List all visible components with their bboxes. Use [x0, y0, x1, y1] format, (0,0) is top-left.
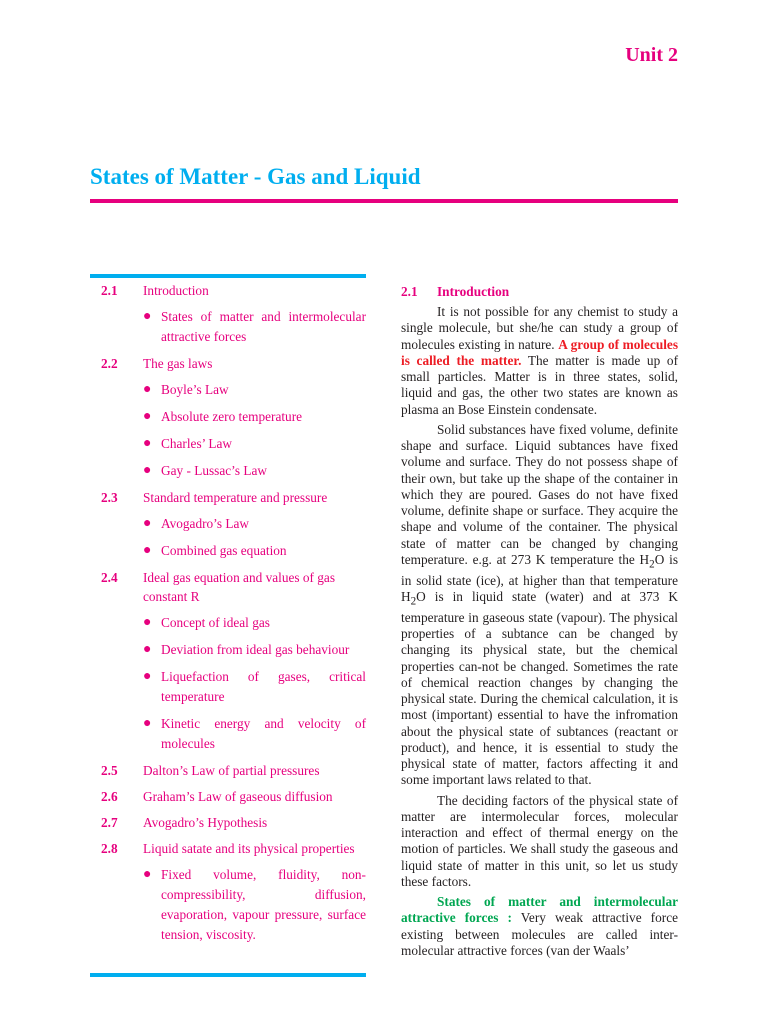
toc-subitem	[143, 514, 366, 534]
table-of-contents	[90, 281, 366, 945]
subscript-2: 2	[649, 558, 655, 571]
paragraph-3: The deciding factors of the physical state of matter are intermolecular forces, molecular interaction and effect of thermal energy on the motion of particles. We shall study the gaseous and liquid state of matter in this unit, so let us study these factors.	[401, 792, 678, 889]
toc-section	[90, 839, 366, 858]
bullet-icon: ●	[143, 382, 152, 397]
toc-subitem	[143, 407, 366, 427]
toc-subitem	[143, 541, 366, 561]
bullet-icon: ●	[143, 615, 152, 630]
subscript-2: 2	[410, 595, 417, 608]
bullet-icon: ●	[143, 516, 152, 531]
toc-section	[90, 761, 366, 780]
toc-section	[90, 488, 366, 507]
matter-definition: A group of molecules is called the matter.	[401, 336, 679, 368]
toc-section-number: 2.6	[101, 789, 118, 804]
toc-subitem-label: Gay - Lussac’s Law	[161, 463, 267, 478]
toc-subitem	[143, 461, 366, 481]
toc-bottom-divider	[90, 973, 366, 977]
toc-subitem	[143, 714, 366, 754]
bullet-icon: ●	[143, 642, 152, 657]
toc-section-label: Dalton’s Law of partial pressures	[143, 763, 320, 778]
toc-section	[90, 787, 366, 806]
toc-subitem-label: Absolute zero temperature	[161, 409, 303, 424]
paragraph-2	[401, 422, 678, 789]
toc-subitem-label: Liquefaction of gases, critical temperature	[161, 669, 366, 704]
bullet-icon: ●	[143, 716, 152, 731]
title-divider	[90, 199, 678, 203]
toc-section-label: The gas laws	[143, 356, 213, 371]
toc-section-label: Avogadro’s Hypothesis	[143, 815, 268, 830]
toc-section-label: Standard temperature and pressure	[143, 490, 328, 505]
section-heading	[401, 283, 678, 300]
paragraph-2-text-c: O is in liquid state (water) and at 373 K temperature in gaseous state (vapour). The physical properties of a subtance can be changed by changing its physical state, but the chemical properties can-not be changed. Sometimes the rate of chemical reaction changes by changing the physical state. During the chemical calculation, it is most (important) essential to have the infromation about the physical state of subtances (reactant or product), and hence, it is essential to study the physical state of matter, factors affecting it and some important laws related to that.	[401, 588, 678, 788]
toc-section-number: 2.8	[101, 841, 118, 856]
toc-subitem-label: Fixed volume, fluidity, non-compressibility, diffusion, evaporation, vapour pressure, surface tension, viscosity.	[161, 867, 366, 942]
toc-section	[90, 354, 366, 373]
toc-section-label: Ideal gas equation and values of gas constant R	[143, 570, 335, 604]
bullet-icon: ●	[143, 867, 152, 882]
bullet-icon: ●	[143, 436, 152, 451]
paragraph-4	[401, 894, 678, 959]
bullet-icon: ●	[143, 669, 152, 684]
toc-section-number: 2.5	[101, 763, 118, 778]
toc-section-label: Graham’s Law of gaseous diffusion	[143, 789, 333, 804]
toc-subitem	[143, 865, 366, 945]
toc-section	[90, 281, 366, 300]
toc-subitem-label: Deviation from ideal gas behaviour	[161, 642, 350, 657]
toc-section	[90, 813, 366, 832]
paragraph-1-text-a: It is not possible for any chemist to study a single molecule, but she/he can study a group of molecules existing in nature.	[401, 304, 678, 352]
toc-section-label: Introduction	[143, 283, 209, 298]
intermolecular-forces-term: States of matter and intermolecular attractive forces :	[401, 894, 678, 926]
toc-subitem-label: Concept of ideal gas	[161, 615, 270, 630]
toc-subitem-label: Combined gas equation	[161, 543, 287, 558]
toc-subitem	[143, 434, 366, 454]
bullet-icon: ●	[143, 309, 152, 324]
bullet-icon: ●	[143, 543, 152, 558]
toc-subitem	[143, 307, 366, 347]
toc-section-number: 2.3	[101, 490, 118, 505]
paragraph-1	[401, 304, 678, 418]
toc-subitem-label: Kinetic energy and velocity of molecules	[161, 716, 366, 751]
unit-label: Unit 2	[625, 44, 678, 66]
toc-subitem	[143, 613, 366, 633]
bullet-icon: ●	[143, 409, 152, 424]
introduction-column	[401, 283, 678, 963]
toc-section-number: 2.7	[101, 815, 118, 830]
toc-section-number: 2.1	[101, 283, 118, 298]
toc-section-number: 2.2	[101, 356, 118, 371]
toc-section-number: 2.4	[101, 570, 118, 585]
toc-section-label: Liquid satate and its physical properties	[143, 841, 355, 856]
toc-subitem	[143, 380, 366, 400]
paragraph-2-text-a: Solid substances have fixed volume, definite shape and surface. Liquid subtances have fixed volume and surface. They do not possess shape of their own, but take up the shape of the container in which they are poured. Gases do not have fixed volume, definite shape or surface. They acquire the shape and volume of the container. The physical state of matter can be changed by changing temperature. e.g. at 273 K temperature the H	[401, 421, 678, 567]
bullet-icon: ●	[143, 463, 152, 478]
toc-subitem	[143, 667, 366, 707]
toc-top-divider	[90, 274, 366, 278]
toc-subitem	[143, 640, 366, 660]
section-number: 2.1	[401, 284, 418, 299]
toc-section	[90, 568, 366, 606]
toc-subitem-label: Avogadro’s Law	[161, 516, 250, 531]
section-title: Introduction	[437, 284, 510, 299]
toc-subitem-label: States of matter and intermolecular attractive forces	[161, 309, 366, 344]
chapter-title: States of Matter - Gas and Liquid	[90, 164, 421, 189]
paragraph-1-text-b: The matter is made up of small particles. Matter is in three states, solid, liquid and gas, the other two states are known as plasma an Bose Einstein condensate.	[401, 352, 678, 417]
paragraph-2-text-b: O is in solid state (ice), at higher than that temperature H	[401, 551, 678, 604]
toc-subitem-label: Charles’ Law	[161, 436, 233, 451]
toc-subitem-label: Boyle’s Law	[161, 382, 229, 397]
paragraph-4-text: Very weak attractive force existing between molecules are called inter-molecular attractive forces (van der Waals’	[401, 910, 678, 958]
